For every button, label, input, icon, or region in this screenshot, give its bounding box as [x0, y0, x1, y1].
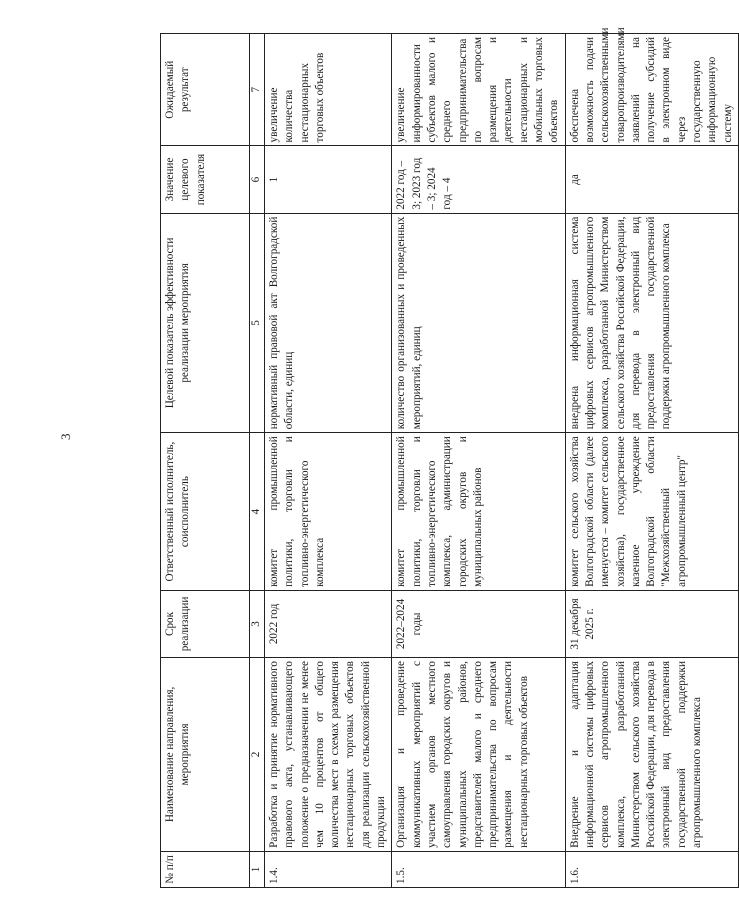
table-row	[392, 34, 565, 888]
responsible-executor: комитет промышленной политики, торговли и топливно-энергетического комплекса, администрации городских округов и муниципальных районов	[392, 433, 565, 591]
implementation-term: 2022–2024 годы	[392, 590, 565, 657]
header-term: Срок реализации	[161, 590, 250, 657]
row-number: 1.4.	[265, 851, 392, 887]
header-indicator: Целевой показатель эффективности реализации мероприятия	[161, 213, 250, 433]
responsible-executor: комитет промышленной политики, торговли и топливно-энергетического комплекса	[265, 433, 392, 591]
indicator-value: 1	[265, 146, 392, 213]
indicator-value: 2022 год – 3; 2023 год – 3; 2024 год – 4	[392, 146, 565, 213]
column-number: 3	[250, 590, 265, 657]
implementation-term: 2022 год	[265, 590, 392, 657]
table-row	[265, 34, 392, 888]
expected-result: увеличение количества нестационарных торговых объектов	[265, 34, 392, 146]
column-number: 5	[250, 213, 265, 433]
measure-name: Разработка и принятие нормативного правового акта, устанавливающего положение о предназначении не менее чем 10 процентов от общего количества мест в схемах размещения нестационарных торговых объектов для реализации сельскохозяйственной продукции	[265, 658, 392, 852]
measure-name: Организация и проведение коммуникативных мероприятий с участием органов местного самоуправления городских округов и муниципальных районов, представителей малого и среднего предпринимательства по вопросам размещения и деятельности нестационарных торговых объектов	[392, 658, 565, 852]
header-result: Ожидаемый результат	[161, 34, 250, 146]
column-number: 1	[250, 851, 265, 887]
column-number-row	[250, 34, 265, 888]
row-number: 1.5.	[392, 851, 565, 887]
table-row	[565, 34, 738, 888]
header-value: Значение целевого показателя	[161, 146, 250, 213]
measure-name: Внедрение и адаптация информационной системы цифровых сервисов агропромышленного комплекса, разработанной Министерством сельского хозяйства Российской Федерации, для перевода в электронный вид предоставления государственной поддержки агропромышленного комплекса	[565, 658, 738, 852]
indicator-value: да	[565, 146, 738, 213]
target-indicator: нормативный правовой акт Волгоградской области, единиц	[265, 213, 392, 433]
header-number: № п/п	[161, 851, 250, 887]
column-number: 4	[250, 433, 265, 591]
table-header-row	[161, 34, 250, 888]
row-number: 1.6.	[565, 851, 738, 887]
rotated-table-container	[160, 27, 734, 888]
target-indicator: количество организованных и проведенных мероприятий, единиц	[392, 213, 565, 433]
action-plan-table	[160, 27, 739, 888]
target-indicator: внедрена информационная система цифровых сервисов агропромышленного комплекса, разработанной Министерством сельского хозяйства Российской Федерации, для перевода в электронный вид предоставления государственной поддержки агропромышленного комплекса	[565, 213, 738, 433]
column-number: 6	[250, 146, 265, 213]
implementation-term: 31 декабря 2025 г.	[565, 590, 738, 657]
responsible-executor: комитет сельского хозяйства Волгоградской области (далее именуется – комитет сельского хозяйства), государственное казенное учреждение Волгоградской области "Межхозяйственный агропромышленный центр"	[565, 433, 738, 591]
page-number: 3	[58, 433, 73, 440]
header-name: Наименование направления, мероприятия	[161, 658, 250, 852]
column-number: 7	[250, 34, 265, 146]
header-executor: Ответственный исполнитель, соисполнитель	[161, 433, 250, 591]
expected-result: обеспечена возможность подачи сельскохозяйственными товаропроизводителями заявлений на получение субсидий в электронном виде через государственную информационную систему	[565, 34, 738, 146]
expected-result: увеличение информированности субъектов малого и среднего предпринимательства по вопросам размещения и деятельности нестационарных и мобильных торговых объектов	[392, 34, 565, 146]
column-number: 2	[250, 658, 265, 852]
